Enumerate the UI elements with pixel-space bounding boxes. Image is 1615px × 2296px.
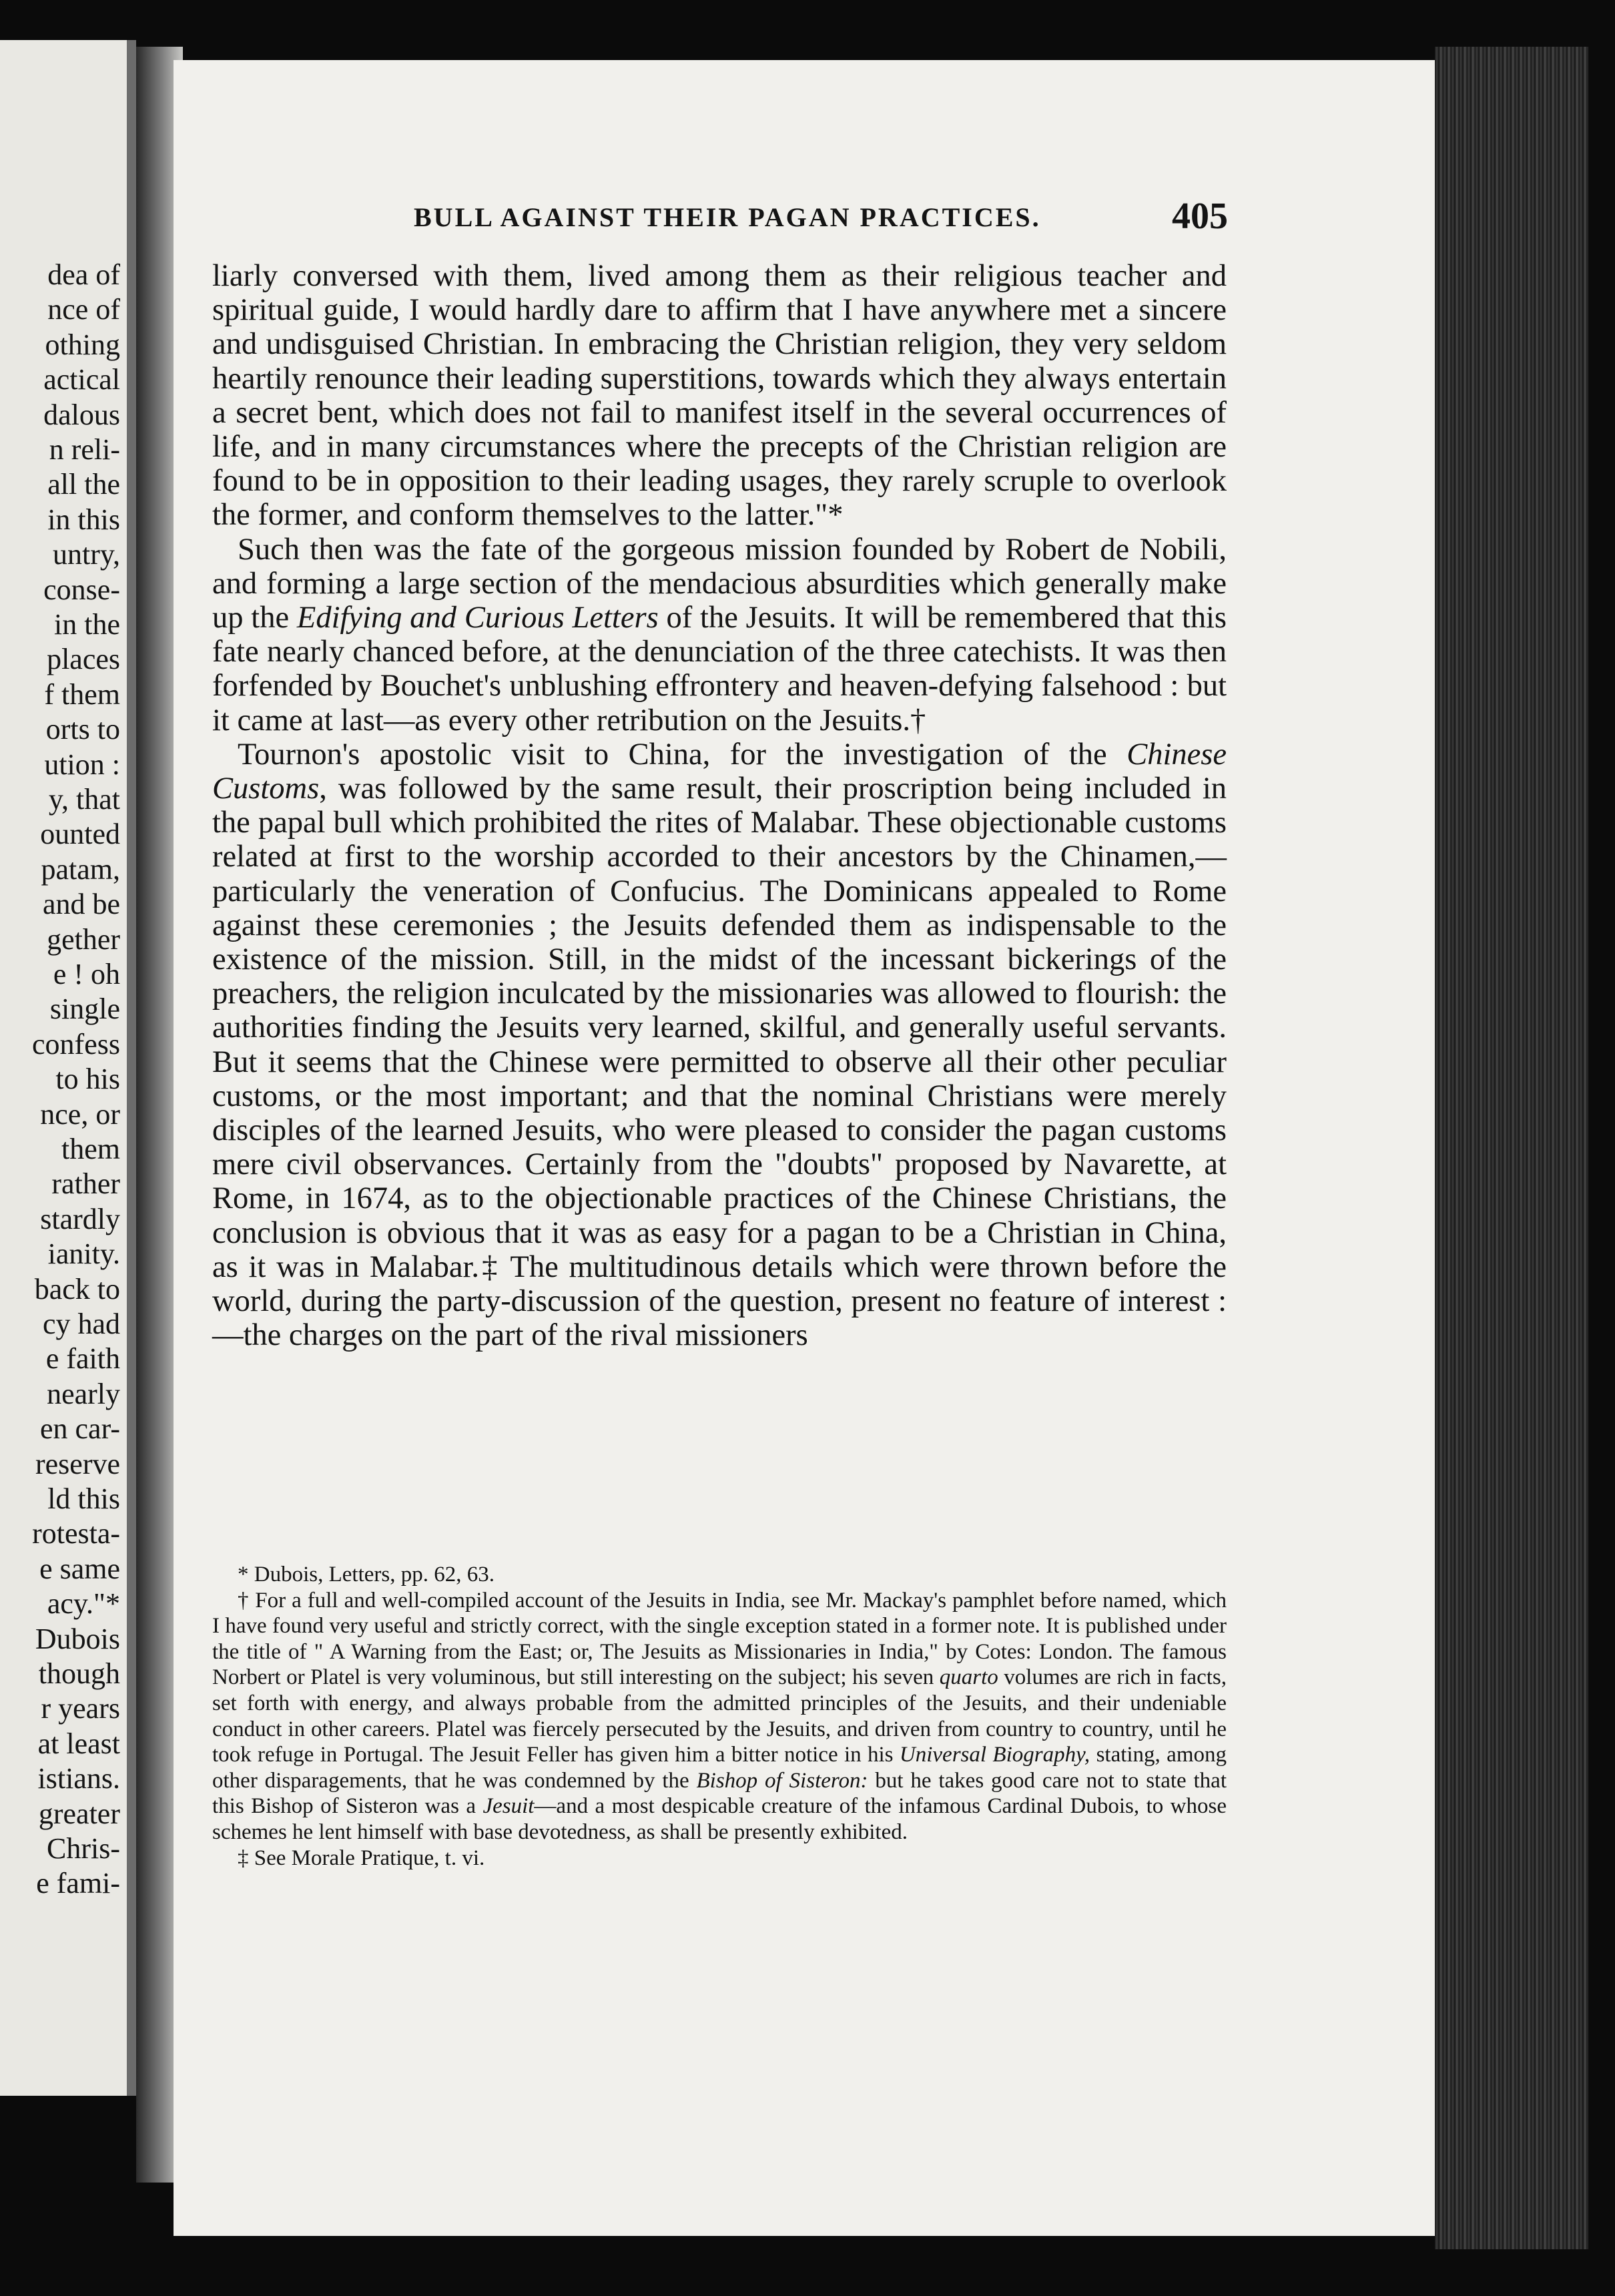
facing-page-fragment: untry, (52, 538, 120, 571)
facing-page-fragment: dalous (43, 398, 120, 431)
paragraph-3: Tournon's apostolic visit to China, for the investigation of the Chinese Customs, was followed by the same result, their proscription being included in the papal bull which prohibited the rites of Malabar. These objectionable customs related at first to the worship accorded to their ancestors by the Chinamen,—particularly the veneration of Confucius. The Dominicans appealed to Rome against these ceremonies ; the Jesuits defended them as indispensable to the existence of the mission. Still, in the midst of the incessant bickerings of the preachers, the religion inculcated by the missionaries was allowed to flourish: the authorities finding the Jesuits very learned, skilful, and generally useful servants. But it seems that the Chinese were permitted to observe all their other peculiar customs, or the most important; and that the nominal Christians were merely disciples of the learned Jesuits, who were pleased to consider the pagan customs mere civil observances. Certainly from the "doubts" proposed by Navarette, at Rome, in 1674, as to the objectionable practices of the Chinese Christians, the conclusion is obvious that it was as easy for a pagan to be a Christian in China, as it was in Malabar.‡ The multitudinous details which were thrown before the world, during the party-discussion of the question, present no feature of interest :—the charges on the part of the rival missioners (212, 737, 1227, 1353)
facing-page-fragment: rotesta- (32, 1517, 120, 1550)
facing-page-fragment: single (49, 992, 120, 1026)
facing-page-fragment: e faith (45, 1342, 120, 1376)
facing-page-fragment: nce, or (40, 1097, 120, 1131)
facing-page-fragment: ianity. (47, 1237, 120, 1271)
footnotes (212, 1562, 1227, 1871)
facing-page-fragment: nearly (47, 1377, 120, 1410)
facing-page-fragment: nce of (47, 293, 120, 326)
facing-page-fragment: reserve (35, 1447, 120, 1480)
facing-page-fragment: istians. (37, 1762, 120, 1795)
footnote-3: ‡ See Morale Pratique, t. vi. (238, 1845, 485, 1870)
facing-page-fragment: in the (54, 608, 120, 641)
paragraph-1: liarly conversed with them, lived among them as their religious teacher and spiritual guide, I would hardly dare to affirm that I have anywhere met a sincere and undisguised Christian. In embracing the Christian religion, they very seldom heartily renounce their leading superstitions, towards which they always entertain a secret bent, which does not fail to manifest itself in the several occurrences of life, and in many circumstances where the precepts of the Christian religion are found to be in opposition to their leading usages, they rarely scruple to overlook the former, and conform themselves to the latter."* (212, 259, 1227, 533)
facing-page-fragment: actical (43, 363, 120, 396)
facing-page-fragment: though (38, 1657, 120, 1690)
facing-page-fragment: them (61, 1133, 120, 1165)
facing-page-fragment: en car- (39, 1412, 120, 1446)
facing-page-fragment: dea of (47, 258, 120, 291)
facing-page-fragment: greater (38, 1797, 120, 1830)
facing-page-fragment: at least (37, 1727, 120, 1760)
facing-page-fragment: cy had (42, 1308, 120, 1340)
facing-page-fragment: and be (42, 888, 120, 921)
page-header (234, 195, 1228, 242)
facing-page-fragment: rather (51, 1167, 120, 1201)
facing-page-fragment: in this (47, 503, 120, 536)
italic-title: Edifying and Curious Letters (296, 601, 659, 635)
footnote-1: * Dubois, Letters, pp. 62, 63. (238, 1562, 495, 1587)
facing-page-fragment: places (47, 643, 120, 676)
facing-page-fragment: y, that (48, 783, 120, 816)
facing-page-fragment: ounted (40, 818, 120, 851)
facing-page-fragment: confess (32, 1027, 120, 1061)
facing-page-fragment: e fami- (36, 1867, 120, 1900)
facing-page-fragment: e same (39, 1552, 120, 1585)
footnote-2: † For a full and well-compiled account of the Jesuits in India, see Mr. Mackay's pamphlet before named, which I have found very useful and strictly correct, with the single exception stated in a former note. It is published under the title of " A Warning from the East; or, The Jesuits as Missionaries in India," by Cotes: London. The famous Norbert or Platel is very voluminous, but still interesting on the subject; his seven quarto volumes are rich in facts, set forth with energy, and always probable from the admitted principles of the Jesuits, and their undeniable conduct in other careers. Platel was fiercely persecuted by the Jesuits, and driven from country to country, until he took refuge in Portugal. The Jesuit Feller has given him a bitter notice in his Universal Biography, stating, among other disparagements, that he was condemned by the Bishop of Sisteron: but he takes good care not to state that this Bishop of Sisteron was a Jesuit—and a most despicable creature of the infamous Cardinal Dubois, to whose schemes he lent himself with base devotedness, as shall be presently exhibited. (212, 1588, 1227, 1844)
running-head: BULL AGAINST THEIR PAGAN PRACTICES. (414, 202, 1041, 232)
facing-page-fragment: r years (41, 1692, 120, 1725)
page-edges-block (1435, 47, 1588, 2249)
facing-page-fragment: Dubois (35, 1622, 120, 1655)
facing-page-fragment: gether (47, 922, 120, 956)
facing-page-fragment: all the (47, 468, 120, 501)
page-number: 405 (1172, 196, 1228, 237)
italic-term: Chinese Customs (212, 737, 1227, 806)
facing-page-left (0, 40, 136, 2096)
paragraph-2: Such then was the fate of the gorgeous mission founded by Robert de Nobili, and forming a large section of the mendacious absurdities which generally make up the Edifying and Curious Letters of the Jesuits. It will be remembered that this fate nearly chanced before, at the denunciation of the three catechists. It was then forfended by Bouchet's unblushing effrontery and heaven-defying falsehood : but it came at last—as every other retribution on the Jesuits.† (212, 532, 1227, 738)
facing-page-fragment: othing (45, 328, 120, 361)
facing-page-fragment: orts to (45, 713, 120, 746)
facing-page-fragment: e ! oh (53, 958, 120, 990)
facing-page-fragment: n reli- (49, 433, 120, 466)
facing-page-fragment: stardly (40, 1202, 120, 1235)
facing-page-fragment: patam, (41, 852, 120, 886)
facing-page-fragment: f them (44, 677, 120, 711)
facing-page-fragment: to his (55, 1063, 120, 1096)
facing-page-fragment: back to (34, 1272, 120, 1306)
facing-page-fragment: conse- (43, 573, 120, 606)
facing-page-fragment: Chris- (47, 1832, 120, 1865)
body-text (212, 259, 1227, 1353)
facing-page-fragment: ution : (44, 748, 120, 781)
facing-page-fragment: ld this (47, 1482, 120, 1515)
facing-page-fragment: acy."* (47, 1587, 120, 1621)
